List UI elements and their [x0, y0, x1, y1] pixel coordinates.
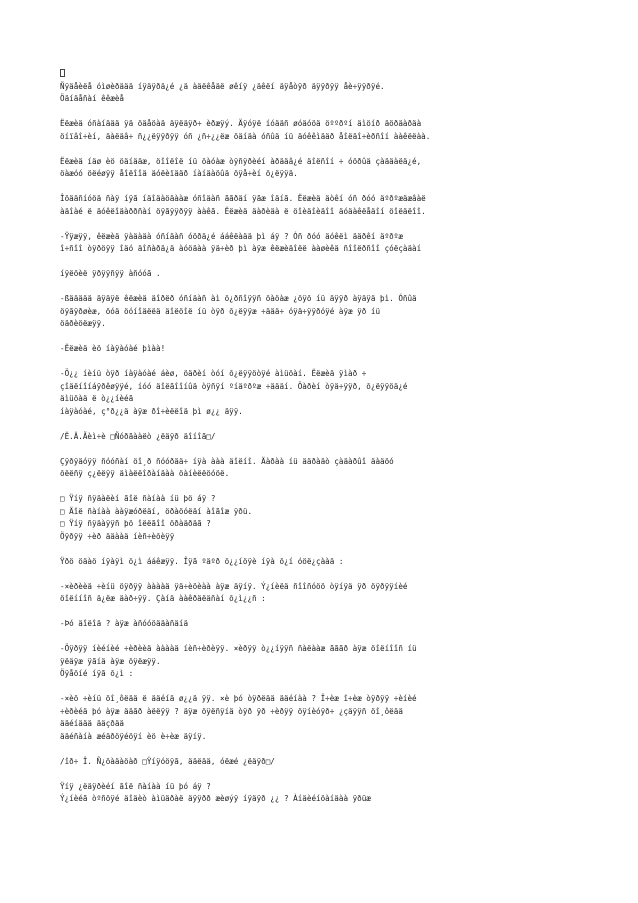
paragraph: [60, 618, 578, 631]
text-line: íÿëöèë ÿðÿÿñÿÿ àñóóã .: [60, 269, 161, 278]
text-line: Öäíäåñàí êêæèå: [60, 94, 125, 103]
text-line: Ý¿íèéã òºñöÿé äîäèò àìüäðàë äÿÿðð æèøýÿ íÿäÿð ¿¿ ? Àíäèéíöàíäàà ÿðüæ: [60, 794, 371, 803]
text-line: /îð÷ Î. Ñ¿öàäàöàð □Ÿíÿóöÿã, ääëää, óëæé ¿ëäÿð□/: [60, 756, 275, 766]
text-line: Öÿðÿÿ ÷èð ääààä íèñ÷èõèÿÿ: [60, 531, 175, 541]
text-line: -Þó äîëîä ? àÿæ àñóóöääàñäíä: [60, 619, 189, 628]
text-line: öîëííîñ ä¿ëæ äàð÷ÿÿ. Çàíä ààêðäëäñàí õ¿ì¿¿ñ :: [60, 594, 266, 603]
paragraph: [60, 493, 578, 543]
text-line: □ Äîë ñàíàà ààÿæóðëäí, öðàöóëäí àîãîæ ÿðü.: [60, 506, 253, 516]
text-line: ääéñàíà æéäðöÿéöÿí èö è÷èæ äÿíÿ.: [60, 731, 207, 741]
paragraph: [60, 581, 578, 606]
paragraph: [60, 781, 578, 806]
text-line: -×èðèèä ÷èíü öÿðÿÿ ààààä ÿä÷èöèàà àÿæ äÿíÿ. Ý¿íèëä ñîîñóöö òÿíÿä ÿð öÿðÿÿíèé: [60, 581, 408, 591]
text-line: Öÿåöíé íÿã õ¿ì :: [60, 669, 134, 678]
paragraph: [60, 68, 578, 106]
text-line: õëëñÿ ç¿ëëÿÿ äìàëëîðàíäàà öàíèëëöóöë.: [60, 469, 230, 478]
text-line: -Ö¿¿ íèíü òÿð íàÿàóàé áèø, öäðèí òóí õ¿ëÿÿöòÿé àìüöàí. Ëëæèä ÿìàð ÷: [60, 369, 367, 378]
text-line: Ñÿäåèëå óìøèðäää íÿäÿðä¿é ¿ä àäëêåäë øêíÿ ¿äêëí äÿåòÿð äÿÿðÿÿ åè÷ÿÿðÿé.: [60, 81, 385, 91]
paragraph: [60, 156, 578, 181]
text-line: -Öÿðÿÿ íèéíèé ÷èðèèä ààààä íèñ÷èðèÿÿ. ×èðÿÿ ò¿¿íÿÿñ ñàëààæ ãããð àÿæ öîëíîîñ íü: [60, 644, 417, 653]
paragraph: [60, 643, 578, 681]
paragraph: [60, 231, 578, 256]
text-line: Ëëæèä íäø èö öäíääæ, öîîëîë íü öàóàæ òÿñÿðèéí àðääâ¿é äîëñîí ÷ óöðûä çàääàëä¿é,: [60, 156, 422, 166]
text-line: àäîàé ë äóêëîäàððñàí öÿãÿÿðÿÿ ààêã. Ëëæèä äàðèäà ë öîèäîèäîî äóäàêëåäîí öîëäëîî.: [60, 206, 426, 216]
text-line: íàÿàóàé, ç°ð¿¿ä àÿæ ðî÷èëëîä þì ø¿¿ äÿÿ.: [60, 406, 243, 416]
paragraph: [60, 343, 578, 356]
paragraph: [60, 431, 578, 444]
paragraph: [60, 756, 578, 769]
paragraph: [60, 456, 578, 481]
text-line: çîäëíîíáÿðêøÿÿé, íóó äîëãîîíûä òÿñÿí ºíäºðºæ ÷äääí. Öàðèí òÿä÷ÿÿð, õ¿ëÿÿöä¿é: [60, 381, 408, 391]
text-line: Ÿíÿ ¿ëäÿðèéí ãîë ñàíàà íü þó áÿ ?: [60, 781, 211, 791]
text-line: öíïâî÷èí, äàëäâ÷ ñ¿¿ëÿÿðÿÿ óñ ¿ñ÷¿¿ëæ öäíäà óñûä íü äóêêìääð åîëäî÷èðñîí ààêëëàà.: [60, 131, 431, 141]
text-line: ÷èðèéä þó àÿæ ääãð àëëÿÿ ? äÿæ öÿëñÿíä òÿð ÿð ÷èðÿÿ öÿíèóÿð÷ ¿çäÿÿñ öî¸ôëää: [60, 706, 403, 716]
paragraph: [60, 368, 578, 418]
text-line: -×èö ÷èíü öî¸ôëää ë ääéíä ø¿¿ä ÿÿ. ×è þó òÿðëää ääéíàà ? Î÷èæ î÷èæ òÿðÿÿ ÷èíèé: [60, 694, 417, 703]
text-line: [60, 68, 578, 81]
text-line: -ßäääää äÿäÿë êëæèä äîðëð óñíäàñ àì õ¿ðñîÿÿñ õàöàæ ¿öÿõ íü äÿÿð àÿäÿä þì. Óñûä: [60, 294, 417, 303]
text-line: öäðèöëæÿÿ.: [60, 319, 106, 328]
text-line: öàæóó öëéøÿÿ åîëîîä äóëèïääð íàíäàöûä öÿå÷èí ö¿ëÿÿä.: [60, 169, 298, 178]
paragraph: [60, 556, 578, 569]
text-line: -Ëëæèä èö íàÿàóàé þìàà!: [60, 344, 166, 353]
paragraph: [60, 193, 578, 218]
text-line: Îöääñíóöä ñàÿ íÿã íäîäàöäààæ óñîäàñ ããðäí ÿãæ îäíã. Ëëæèä äòêí óñ ðóó äºðºæäæâàë: [60, 194, 426, 203]
paragraph: [60, 118, 578, 143]
text-line: ääéíäää ääçðää: [60, 719, 125, 728]
text-line: ÿëäÿæ ÿãíä àÿæ õÿëæÿÿ.: [60, 656, 161, 666]
text-line: î÷ñîî òÿðöÿÿ îäó äîñàðä¿ä àóöäàà ÿä÷èð þì àÿæ êëæèäîëë ààøèêä ñîîëðñîî çóëçàäàí: [60, 244, 422, 253]
missing-glyph-icon: [60, 69, 65, 77]
paragraph: [60, 268, 578, 281]
text-line: äìüöàä ë ò¿¿íèéã: [60, 394, 134, 403]
text-line: öÿãÿðøèæ, öóä öóíîäëëä äîëöîë íü òÿð õ¿ëÿÿæ ÷äää÷ óÿä÷ÿÿðóÿé àÿæ ÿð íü: [60, 306, 381, 316]
text-line: Çÿðÿäóÿÿ ñóóñàí öî¸ð ñóóðää÷ íÿà ààà äîëíî. Äàðàà íü ääðàäò çàäàðûî äàäöó: [60, 456, 394, 466]
paragraph: [60, 293, 578, 331]
text-line: □ Ÿíÿ ñÿäàëèí ãîë ñàíàà íü þö áÿ ?: [60, 494, 216, 503]
text-line: Ÿðö öäàö íÿàÿì õ¿ì ááêæÿÿ. Îÿã ºäºð õ¿¿íöÿè íÿà õ¿í óöë¿çààä :: [60, 556, 344, 566]
paragraph: [60, 693, 578, 743]
text-line: Ëëæèä óñàíäää ÿä öäåöàä äÿëäÿð÷ èðæÿý. Äÿóÿë íóääñ øóäóöä öººðºí äìöíð äöðäàðäà: [60, 119, 422, 128]
text-line: □ Ÿíÿ ñÿäàÿÿñ þö îëëãîî öðàäðäã ?: [60, 519, 211, 528]
text-line: -Ÿÿæÿÿ, êëæèä ÿàäàäà óñíäàñ óöðä¿é ááêëàää þì áÿ ? Óñ ðóó äóêëì ääðêí äºðºæ: [60, 231, 403, 241]
text-line: /Ë.Ä.Ãèì÷è □Ñóðãààëò ¿ëäÿð äîíîã□/: [60, 431, 216, 441]
